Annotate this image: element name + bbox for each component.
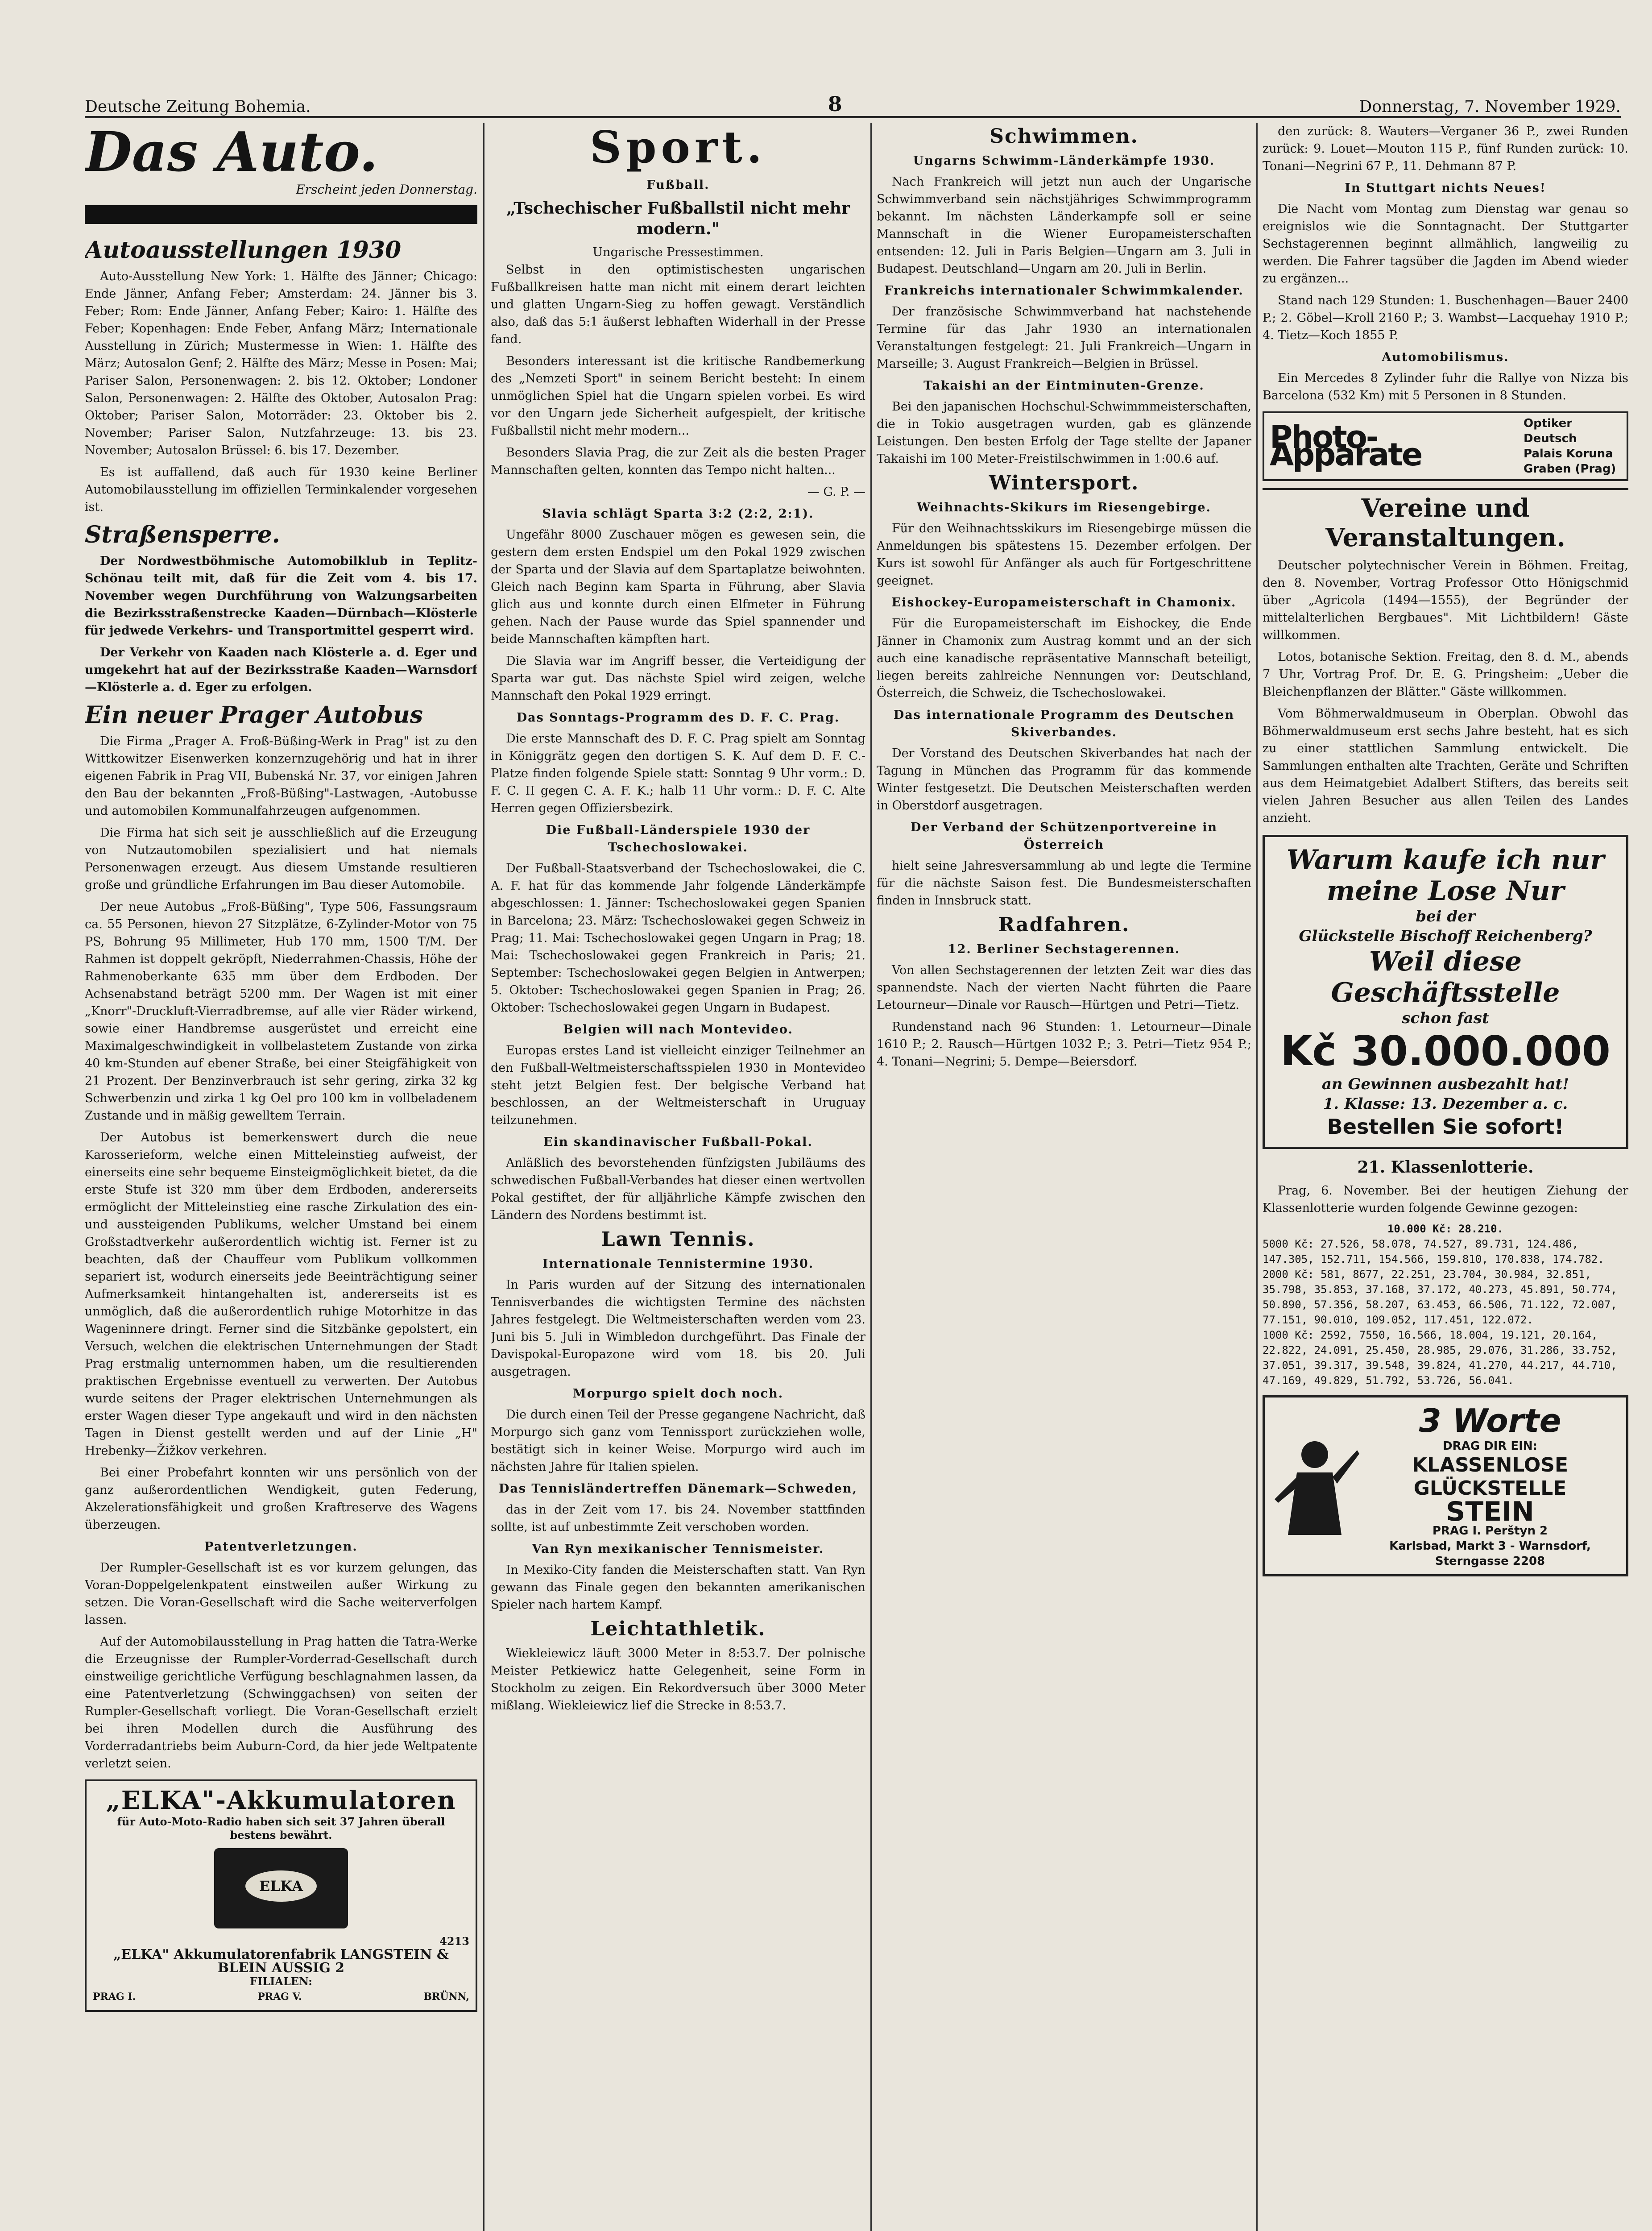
article-paragraph: In Paris wurden auf der Sitzung des internationalen Tennisverbandes die wichtigsten Termine des nächsten Jahres festgelegt. Die Weltmeisterschaften werden vom 23. Juni bis 5. Juli in Wimbledon durchgeführt. Das Finale der Davispokal-Europazone wird vom 18. bis 20. Juli ausgetragen. bbox=[491, 1278, 865, 1379]
article-heading: Autoausstellungen 1930 bbox=[85, 236, 402, 264]
article-heading: Eishockey-Europameisterschaft in Chamonix. bbox=[891, 596, 1237, 610]
article-heading: Ein skandinavischer Fußball-Pokal. bbox=[543, 1135, 813, 1149]
article-heading: In Stuttgart nichts Neues! bbox=[1345, 181, 1546, 195]
battery-label: ELKA bbox=[245, 1870, 317, 1902]
header-page-number: 8 bbox=[828, 92, 842, 116]
article-paragraph: Wiekleiewicz läuft 3000 Meter in 8:53.7. Der polnische Meister Petkiewicz hatte Gelegenheit, seine Form in Stockholm zu zeigen. Ein Rekordversuch über 3000 Meter mißlang. Wiekleiewicz lief die Strecke in 8:53.7. bbox=[491, 1646, 865, 1713]
stein-ad-sub: DRAG DIR EIN: bbox=[1442, 1439, 1538, 1453]
article-paragraph: Deutscher polytechnischer Verein in Böhmen. Freitag, den 8. November, Vortrag Professor Otto Hönigschmid über „Agricola (1494—1555), der Begründer der mittelalterlichen Bergbaues". Mit Lichtbildern! Gäste willkommen. bbox=[1263, 559, 1628, 642]
article-paragraph: Lotos, botanische Sektion. Freitag, den 8. d. M., abends 7 Uhr, Vortrag Prof. Dr. E. G. Pringsheim: „Ueber die Bleichenpflanzen der Blätter." Gäste willkommen. bbox=[1263, 650, 1628, 699]
article-paragraph: Prag, 6. November. Bei der heutigen Ziehung der Klassenlotterie wurden folgende Gewinne gezogen: bbox=[1263, 1184, 1628, 1215]
article-heading: Ein neuer Prager Autobus bbox=[85, 701, 423, 729]
photo-ad-side bbox=[1521, 413, 1627, 479]
article-paragraph: Für den Weihnachtsskikurs im Riesengebirge müssen die Anmeldungen bis spätestens 15. Dezember erfolgen. Der Kurs ist sowohl für Anfänger als auch für Fortgeschrittene geeignet. bbox=[877, 522, 1251, 588]
article-heading: Ungarns Schwimm-Länderkämpfe 1930. bbox=[913, 154, 1215, 168]
article-paragraph: Besonders interessant ist die kritische Randbemerkung des „Nemzeti Sport" in seinem Bericht besteht: In einem unmöglichen Spiel hat die Ungarn spielen vorbei. Es wird vor den Ungarn jede Sicherheit aufgespielt, der kritische Fußballstil nicht mehr modern... bbox=[491, 354, 865, 438]
page-header bbox=[85, 80, 1621, 118]
column-schwimmen bbox=[877, 123, 1251, 2231]
article-paragraph: Selbst in den optimistischesten ungarischen Fußballkreisen hatte man nicht mit einem derart leichten und glatten Ungarn-Sieg zu hoffen gewagt. Verständlich also, daß das 5:1 äußerst lebhaften Widerhall in der Presse fand. bbox=[491, 263, 865, 346]
article-paragraph: Die Firma „Prager A. Froß-Büßing-Werk in Prag" ist zu den Wittkowitzer Eisenwerken konzernzugehörig und hat in ihrer eigenen Fabrik in Prag VII, Bubenská Nr. 37, vor einigen Jahren den Bau der bekannten „Froß-Büßing"-Lastwagen, -Autobusse und automobilen Kommunalfahrzeugen aufgenommen. bbox=[85, 734, 477, 818]
article-subheading: Ungarische Pressestimmen. bbox=[592, 245, 764, 259]
article-paragraph: Die Firma hat sich seit je ausschließlich auf die Erzeugung von Nutzautomobilen spezialisiert und hat niemals Personenwagen erzeugt. Aus diesem Umstande resultieren große und gründliche Erfahrungen im Bau dieser Automobile. bbox=[85, 826, 477, 892]
article-paragraph: Die Slavia war im Angriff besser, die Verteidigung der Sparta war gut. Das nächste Spiel wird zeigen, welche Mannschaft den Pokal 1929 erringt. bbox=[491, 654, 865, 703]
article-heading: Der Verband der Schützenportvereine in Österreich bbox=[910, 821, 1218, 852]
photo-ad-line: Optiker Deutsch bbox=[1524, 417, 1577, 445]
column-right bbox=[1263, 123, 1628, 2231]
photo-ad-line: Graben (Prag) bbox=[1524, 462, 1616, 476]
article-paragraph: Der Verkehr von Kaaden nach Klösterle a. d. Eger und umgekehrt hat auf der Bezirksstraße Kaaden—Warnsdorf—Klösterle a. d. Eger zu erfolgen. bbox=[85, 646, 477, 694]
battery-illustration bbox=[214, 1848, 348, 1928]
stein-ad-line: GLÜCKSTELLE bbox=[1413, 1477, 1567, 1500]
article-paragraph: Rundenstand nach 96 Stunden: 1. Letourneur—Dinale 1610 P.; 2. Rausch—Hürtgen 1032 P.; 3. Petri—Tietz 954 P.; 4. Tonani—Negrini; 5. Dempe—Beiersdorf. bbox=[877, 1020, 1251, 1069]
elka-ad-tagline: für Auto-Moto-Radio haben sich seit 37 Jahren überall bestens bewährt. bbox=[117, 1815, 445, 1841]
subsection-title: Schwimmen. bbox=[990, 125, 1139, 148]
article-heading: Die Fußball-Länderspiele 1930 der Tschechoslowakei. bbox=[546, 823, 811, 854]
article-paragraph: Bei den japanischen Hochschul-Schwimmmeisterschaften, die in Tokio ausgetragen wurden, gab es glänzende Leistungen. Den besten Erfolg der Tage stellte der Japaner Takaishi im 100 Meter-Freistilschwimmen in 1:00.6 auf. bbox=[877, 400, 1251, 466]
article-heading: Van Ryn mexikanischer Tennismeister. bbox=[532, 1542, 824, 1556]
herald-figure-icon bbox=[1270, 1432, 1359, 1539]
lottery-ad-amount: Kč 30.000.000 bbox=[1280, 1027, 1611, 1075]
subsection-title: Lawn Tennis. bbox=[601, 1228, 755, 1251]
article-paragraph: In Mexiko-City fanden die Meisterschaften statt. Van Ryn gewann das Finale gegen den bekannten amerikanischen Spieler nach hartem Kampf. bbox=[491, 1563, 865, 1612]
elka-ad-filialen: FILIALEN: bbox=[249, 1975, 313, 1988]
stein-ad-address: PRAG I. Perštyn 2 bbox=[1432, 1524, 1548, 1538]
elka-ad-number: 4213 bbox=[439, 1935, 469, 1948]
winning-numbers-row: 1000 Kč: 2592, 7550, 16.566, 18.004, 19.121, 20.164, 22.822, 24.091, 25.450, 28.985, 29.076, 31.286, 33.752, 37.051, 39.317, 39.548, 39.824, 41.270, 44.217, 44.710, 47.169, 49.829, 51.792, 53.726, 56.041. bbox=[1263, 1329, 1617, 1387]
subsection-title: Leichtathletik. bbox=[590, 1617, 766, 1640]
article-paragraph: den zurück: 8. Wauters—Verganer 36 P., zwei Runden zurück: 9. Louet—Mouton 115 P., fünf Runden zurück: 10. Tonani—Negrini 67 P., 11. Dehmann 87 P. bbox=[1263, 124, 1628, 173]
elka-ad-title: „ELKA"-Akkumulatoren bbox=[106, 1786, 456, 1815]
stein-ad-title: 3 Worte bbox=[1419, 1402, 1561, 1439]
stein-advertisement bbox=[1263, 1395, 1628, 1576]
article-heading: Weihnachts-Skikurs im Riesengebirge. bbox=[917, 501, 1211, 514]
article-paragraph: Nach Frankreich will jetzt nun auch der Ungarische Schwimmverband sein nächstjähriges Schwimmprogramm bekannt. Im nächsten Länderkampfe soll er seine Mannschaft in die Wiener Europameisterschaften entsenden: 12. Juli in Paris Belgien—Ungarn am 3. Juli in Budapest. Deutschland—Ungarn am 20. Juli in Berlin. bbox=[877, 175, 1251, 276]
winning-numbers-row: 10.000 Kč: 28.210. bbox=[1387, 1223, 1504, 1235]
article-heading: Automobilismus. bbox=[1382, 350, 1509, 364]
article-paragraph: Der Vorstand des Deutschen Skiverbandes hat nach der Tagung in München das Programm für das kommende Winter festgesetzt. Die Deutschen Meisterschaften werden in Oberstdorf ausgetragen. bbox=[877, 746, 1251, 813]
article-heading: Das Sonntags-Programm des D. F. C. Prag. bbox=[516, 711, 840, 725]
article-heading: Das internationale Programm des Deutschen Skiverbandes. bbox=[893, 708, 1235, 739]
article-paragraph: Vom Böhmerwaldmuseum in Oberplan. Obwohl das Böhmerwaldmuseum erst sechs Jahre besteht, hat es sich zu einer stattlichen Sammlung entwickelt. Die Sammlungen enthalten alte Trachten, Geräte und Schriften aus dem Heimatgebiet Adalbert Stifters, das bereits seit vielen Jahren Besucher aus allen Teilen des Landes anzieht. bbox=[1263, 707, 1628, 825]
article-paragraph: Für die Europameisterschaft im Eishockey, die Ende Jänner in Chamonix zum Austrag kommt und an der sich auch eine kanadische repräsentative Mannschaft beteiligt, liegen bereits zahlreiche Nennungen vor: Deutschland, Österreich, die Schweiz, die Tschechoslowakei. bbox=[877, 617, 1251, 700]
article-heading: 12. Berliner Sechstagerennen. bbox=[948, 942, 1180, 956]
header-paper-name: Deutsche Zeitung Bohemia. bbox=[85, 98, 311, 116]
winning-numbers-row: 2000 Kč: 581, 8677, 22.251, 23.704, 30.984, 32.851, 35.798, 35.853, 37.168, 37.172, 40.273, 45.891, 50.774, 50.890, 57.356, 58.207, 63.453, 66.506, 71.122, 72.007, 77.151, 90.010, 109.052, 117.451, 122.072. bbox=[1263, 1268, 1617, 1326]
article-signature: — G. P. — bbox=[807, 485, 865, 499]
article-heading: Das Tennisländertreffen Dänemark—Schweden, bbox=[498, 1482, 858, 1496]
article-paragraph: Die Nacht vom Montag zum Dienstag war genau so ereignislos wie die Sonntagnacht. Der Stuttgarter Sechstagerennen beginnt allmählich, langweilig zu werden. Die Fahrer tagsüber die Jagden im Abend wieder zu ergänzen... bbox=[1263, 202, 1628, 286]
article-paragraph: Bei einer Probefahrt konnten wir uns persönlich von der ganz außerordentlichen Wendigkeit, guten Federung, Akzelerationsfähigkeit und großen Kraftreserve des Wagens überzeugen. bbox=[85, 1466, 477, 1532]
column-sport bbox=[491, 123, 865, 2231]
article-paragraph: Von allen Sechstagerennen der letzten Zeit war dies das spannendste. Nach der vierten Nacht führten die Paare Letourneur—Dinale vor Rausch—Hürtgen und Petri—Tietz. bbox=[877, 963, 1251, 1012]
lottery-ad-line: bei der bbox=[1416, 908, 1475, 925]
article-paragraph: das in der Zeit vom 17. bis 24. November stattfinden sollte, ist auf unbestimmte Zeit verschoben worden. bbox=[491, 1503, 865, 1534]
article-paragraph: Der neue Autobus „Froß-Büßing", Type 506, Fassungsraum ca. 55 Personen, hievon 27 Sitzplätze, 6-Zylinder-Motor von 75 PS, Bohrung 95 Millimeter, Hub 170 mm, 1500 T/M. Der Rahmen ist doppelt gekröpft, Niederrahmen-Chassis, Höhe der Rahmenoberkante 635 mm über dem Erdboden. Der Achsenabstand beträgt 5200 mm. Der Wagen ist mit einer „Knorr"-Druckluft-Vierradbremse, auf alle vier Räder wirkend, sowie einer Handbremse ausgerüstet und erreicht eine Maximalgeschwindigkeit in vollbelastetem Zustande von zirka 40 km-Stunden auf ebener Straße, bei einer Steigfähigkeit von 21 Prozent. Der Benzinverbrauch ist sehr gering, zirka 32 kg Schwerbenzin und zirka 1 kg Oel pro 100 km in vollbeladenem Zustande und in mäßig gewelltem Terrain. bbox=[85, 900, 477, 1123]
subsection-title: Fußball. bbox=[646, 178, 710, 192]
article-heading: Morpurgo spielt doch noch. bbox=[572, 1387, 784, 1401]
article-paragraph: Der Rumpler-Gesellschaft ist es vor kurzem gelungen, das Voran-Doppelgelenkpatent einstweilen außer Wirkung zu setzen. Die Voran-Gesellschaft wird die Sache weiterverfolgen lassen. bbox=[85, 1561, 477, 1627]
elka-city: BRÜNN, bbox=[423, 1991, 469, 2003]
lottery-ad-line: an Gewinnen ausbezahlt hat! bbox=[1321, 1075, 1569, 1093]
article-paragraph: Besonders Slavia Prag, die zur Zeit als die besten Prager Mannschaften gelten, konnten das Tempo nicht halten... bbox=[491, 446, 865, 477]
auto-masthead-subtitle: Erscheint jeden Donnerstag. bbox=[296, 182, 477, 197]
lottery-ad-line: 1. Klasse: 13. Dezember a. c. bbox=[1323, 1095, 1568, 1113]
article-paragraph: Europas erstes Land ist vielleicht einziger Teilnehmer an den Fußball-Weltmeisterschaftsspielen 1930 in Montevideo steht jetzt Belgien fest. Der belgische Verband hat beschlossen, an der Weltmeisterschaft in Uruguay teilzunehmen. bbox=[491, 1044, 865, 1127]
photo-ad-title: Photo-Apparate bbox=[1270, 419, 1422, 473]
elka-city: PRAG I. bbox=[93, 1991, 136, 2003]
subsection-title: Wintersport. bbox=[989, 472, 1139, 494]
article-paragraph: Der Nordwestböhmische Automobilklub in Teplitz-Schönau teilt mit, daß für die Zeit vom 4. bis 17. November wegen Durchführung von Walzungsarbeiten die Bezirksstraßenstrecke Kaaden—Dürnbach—Klösterle für jedwede Verkehrs- und Transportmittel gesperrt wird. bbox=[85, 554, 477, 638]
header-date: Donnerstag, 7. November 1929. bbox=[1359, 98, 1621, 116]
article-paragraph: Ein Mercedes 8 Zylinder fuhr die Rallye von Nizza bis Barcelona (532 Km) mit 5 Personen in 8 Stunden. bbox=[1263, 371, 1628, 402]
photo-ad-line: Palais Koruna bbox=[1524, 447, 1613, 460]
photo-apparate-advertisement bbox=[1263, 411, 1628, 481]
article-paragraph: hielt seine Jahresversammlung ab und legte die Termine für die nächste Saison fest. Die Bundesmeisterschaften finden in Innsbruck statt. bbox=[877, 859, 1251, 908]
article-heading: Frankreichs internationaler Schwimmkalender. bbox=[884, 284, 1244, 298]
column-rule bbox=[870, 123, 872, 2231]
article-heading: Internationale Tennistermine 1930. bbox=[542, 1257, 814, 1271]
article-heading: Slavia schlägt Sparta 3:2 (2:2, 2:1). bbox=[542, 507, 814, 521]
stein-ad-line: STEIN bbox=[1446, 1496, 1534, 1527]
stein-ad-address: Karlsbad, Markt 3 - Warnsdorf, Sterngasse 2208 bbox=[1389, 1539, 1591, 1568]
subsection-title: Radfahren. bbox=[998, 913, 1130, 936]
winning-numbers-row: 5000 Kč: 27.526, 58.078, 74.527, 89.731, 124.486, 147.305, 152.711, 154.566, 159.810, 170.838, 174.782. bbox=[1263, 1238, 1604, 1265]
article-heading: Straßensperre. bbox=[85, 521, 280, 548]
lottery-ad-line: Warum kaufe ich nur meine Lose Nur bbox=[1286, 844, 1605, 907]
article-paragraph: Die erste Mannschaft des D. F. C. Prag spielt am Sonntag in Königgrätz gegen den dortigen S. K. Auf dem D. F. C.-Platze finden folgende Spiele statt: Sonntag 9 Uhr vorm.: D. F. C. II gegen C. A. F. K.; halb 11 Uhr vorm.: D. F. C. Alte Herren gegen Offiziersbezirk. bbox=[491, 732, 865, 815]
lottery-ad-line: Glückstelle Bischoff Reichenberg? bbox=[1299, 927, 1592, 945]
vereine-heading: Vereine und Veranstaltungen. bbox=[1263, 488, 1628, 552]
stein-ad-text bbox=[1359, 1403, 1621, 1569]
lottery-ad-cta: Bestellen Sie sofort! bbox=[1327, 1115, 1564, 1139]
article-paragraph: Es ist auffallend, daß auch für 1930 keine Berliner Automobilausstellung im offiziellen Terminkalender vorgesehen ist. bbox=[85, 465, 477, 514]
article-heading: Takaishi an der Eintminuten-Grenze. bbox=[923, 379, 1205, 393]
winning-numbers bbox=[1263, 1221, 1628, 1388]
elka-ad-company: „ELKA" Akkumulatorenfabrik LANGSTEIN & BLEIN AUSSIG 2 bbox=[113, 1947, 449, 1976]
lottery-ad-line: Weil diese Geschäftsstelle bbox=[1331, 946, 1560, 1008]
elka-ad-cities bbox=[93, 1988, 469, 2006]
elka-advertisement bbox=[85, 1779, 477, 2012]
article-paragraph: Stand nach 129 Stunden: 1. Buschenhagen—Bauer 2400 P.; 2. Göbel—Kroll 2160 P.; 3. Wambst—Lacquehay 1910 P.; 4. Tietz—Koch 1855 P. bbox=[1263, 294, 1628, 342]
article-paragraph: Anläßlich des bevorstehenden fünfzigsten Jubiläums des schwedischen Fußball-Verbandes hat dieser einen wertvollen Pokal gestiftet, der für alljährliche Kämpfe zwischen den Ländern des Nordens bestimmt ist. bbox=[491, 1156, 865, 1222]
article-heading: „Tschechischer Fußballstil nicht mehr modern." bbox=[506, 199, 850, 238]
article-paragraph: Auf der Automobilausstellung in Prag hatten die Tatra-Werke die Erzeugnisse der Rumpler-Vorderrad-Gesellschaft durch einstweilige gerichtliche Verfügung beschlagnahmen lassen, da eine Patentverletzung (Schwinggachsen) von seiten der Rumpler-Gesellschaft vorliegt. Die Voran-Gesellschaft erzielt bei ihren Modellen durch die Ausführung des Vorderradantriebs beim Auburn-Cord, da hier jede Weltpatente verletzt seien. bbox=[85, 1635, 477, 1771]
column-rule bbox=[483, 123, 484, 2231]
article-heading: Belgien will nach Montevideo. bbox=[563, 1023, 793, 1037]
sport-section-title: Sport. bbox=[590, 123, 766, 173]
article-heading: Patentverletzungen. bbox=[204, 1540, 358, 1554]
article-paragraph: Ungefähr 8000 Zuschauer mögen es gewesen sein, die gestern dem ersten Endspiel um den Pokal 1929 zwischen der Sparta und der Slavia auf dem Spartaplatze beiwohnten. Gleich nach Beginn kam Sparta in Führung, aber Slavia glich aus und konnte durch einen Elfmeter in Führung gehen. Nach der Pause wurde das Spiel spannender und beide Mannschaften kämpften hart. bbox=[491, 528, 865, 646]
article-paragraph: Der französische Schwimmverband hat nachstehende Termine für das Jahr 1930 an internationalen Veranstaltungen festgelegt: 21. Juli Frankreich—Ungarn in Marseille; 3. August Frankreich—Belgien in Brüssel. bbox=[877, 305, 1251, 371]
lottery-advertisement bbox=[1263, 835, 1628, 1149]
article-paragraph: Auto-Ausstellung New York: 1. Hälfte des Jänner; Chicago: Ende Jänner, Anfang Feber; Amsterdam: 24. Jänner bis 3. Feber; Rom: Ende Jänner, Anfang Feber; Kairo: 1. Hälfte des Feber; Kopenhagen: Ende Feber, Anfang März; Internationale Ausstellung in Zürich; Mustermesse in Wien: 1. Hälfte des März; Autosalon Genf; 2. Hälfte des März; Messe in Posen: Mai; Pariser Salon, Personenwagen: 2. bis 12. Oktober; Londoner Salon, Personenwagen: 2. Hälfte des Oktober, Autosalon Prag: Oktober; Pariser Salon, Motorräder: 23. Oktober bis 2. November; Pariser Salon, Nutzfahrzeuge: 13. bis 23. November; Autosalon Brüssel: 6. bis 17. Dezember. bbox=[85, 270, 477, 457]
article-paragraph: Der Autobus ist bemerkenswert durch die neue Karosserieform, welche einen Mitteleinstieg aufweist, der einerseits eine sehr bequeme Einsteigmöglichkeit bietet, da die erste Stufe ist 320 mm über dem Erdboden, andererseits ermöglicht der Mitteleinstieg eine rasche Zirkulation des ein- und aussteigenden Publikums, welcher Umstand bei einem Großstadtverkehr außerordentlich wichtig ist. Ferner ist zu beachten, daß der Chauffeur vom Publikum vollkommen separiert ist, wodurch einerseits jede Beeinträchtigung seiner Aufmerksamkeit hintangehalten ist, andererseits ist es unmöglich, daß die außerordentlich ruhige Motorhitze in das Wageninnere dringt. Ferner sind die Sitzbänke gepolstert, ein Versuch, welchen die elektrischen Unternehmungen der Stadt Prag erstmalig unternommen haben, um die resultierenden praktischen Ergebnisse eventuell zu verwerten. Der Autobus wurde seitens der Prager elektrischen Unternehmungen als erster Wagen dieser Type angekauft und wird in den nächsten Tagen in Dienst gestellt werden und auf der Linie „H" Hrebenky—Žižkov verkehren. bbox=[85, 1131, 477, 1458]
column-auto bbox=[85, 123, 477, 2231]
elka-city: PRAG V. bbox=[257, 1991, 302, 2003]
masthead-bar bbox=[85, 205, 477, 224]
article-paragraph: Der Fußball-Staatsverband der Tschechoslowakei, die C. A. F. hat für das kommende Jahr folgende Länderkämpfe abgeschlossen: 1. Jänner: Tschechoslowakei gegen Spanien in Barcelona; 23. März: Tschechoslowakei gegen Schweiz in Prag; 11. Mai: Tschechoslowakei gegen Ungarn in Prag; 18. Mai: Tschechoslowakei gegen Frankreich in Paris; 21. September: Tschechoslowakei gegen Belgien in Antwerpen; 5. Oktober: Tschechoslowakei gegen Spanien in Prag; 26. Oktober: Tschechoslowakei gegen Ungarn in Budapest. bbox=[491, 862, 865, 1015]
lottery-ad-line: schon fast bbox=[1402, 1009, 1489, 1027]
auto-masthead: Das Auto. bbox=[85, 123, 378, 184]
klassenlotterie-heading: 21. Klassenlotterie. bbox=[1357, 1158, 1534, 1177]
column-rule bbox=[1256, 123, 1258, 2231]
stein-ad-line: KLASSENLOSE bbox=[1412, 1454, 1569, 1476]
article-paragraph: Die durch einen Teil der Presse gegangene Nachricht, daß Morpurgo sich ganz vom Tennissport zurückziehen wolle, bestätigt sich in keiner Weise. Morpurgo wird auch im nächsten Jahre für Italien spielen. bbox=[491, 1408, 865, 1474]
